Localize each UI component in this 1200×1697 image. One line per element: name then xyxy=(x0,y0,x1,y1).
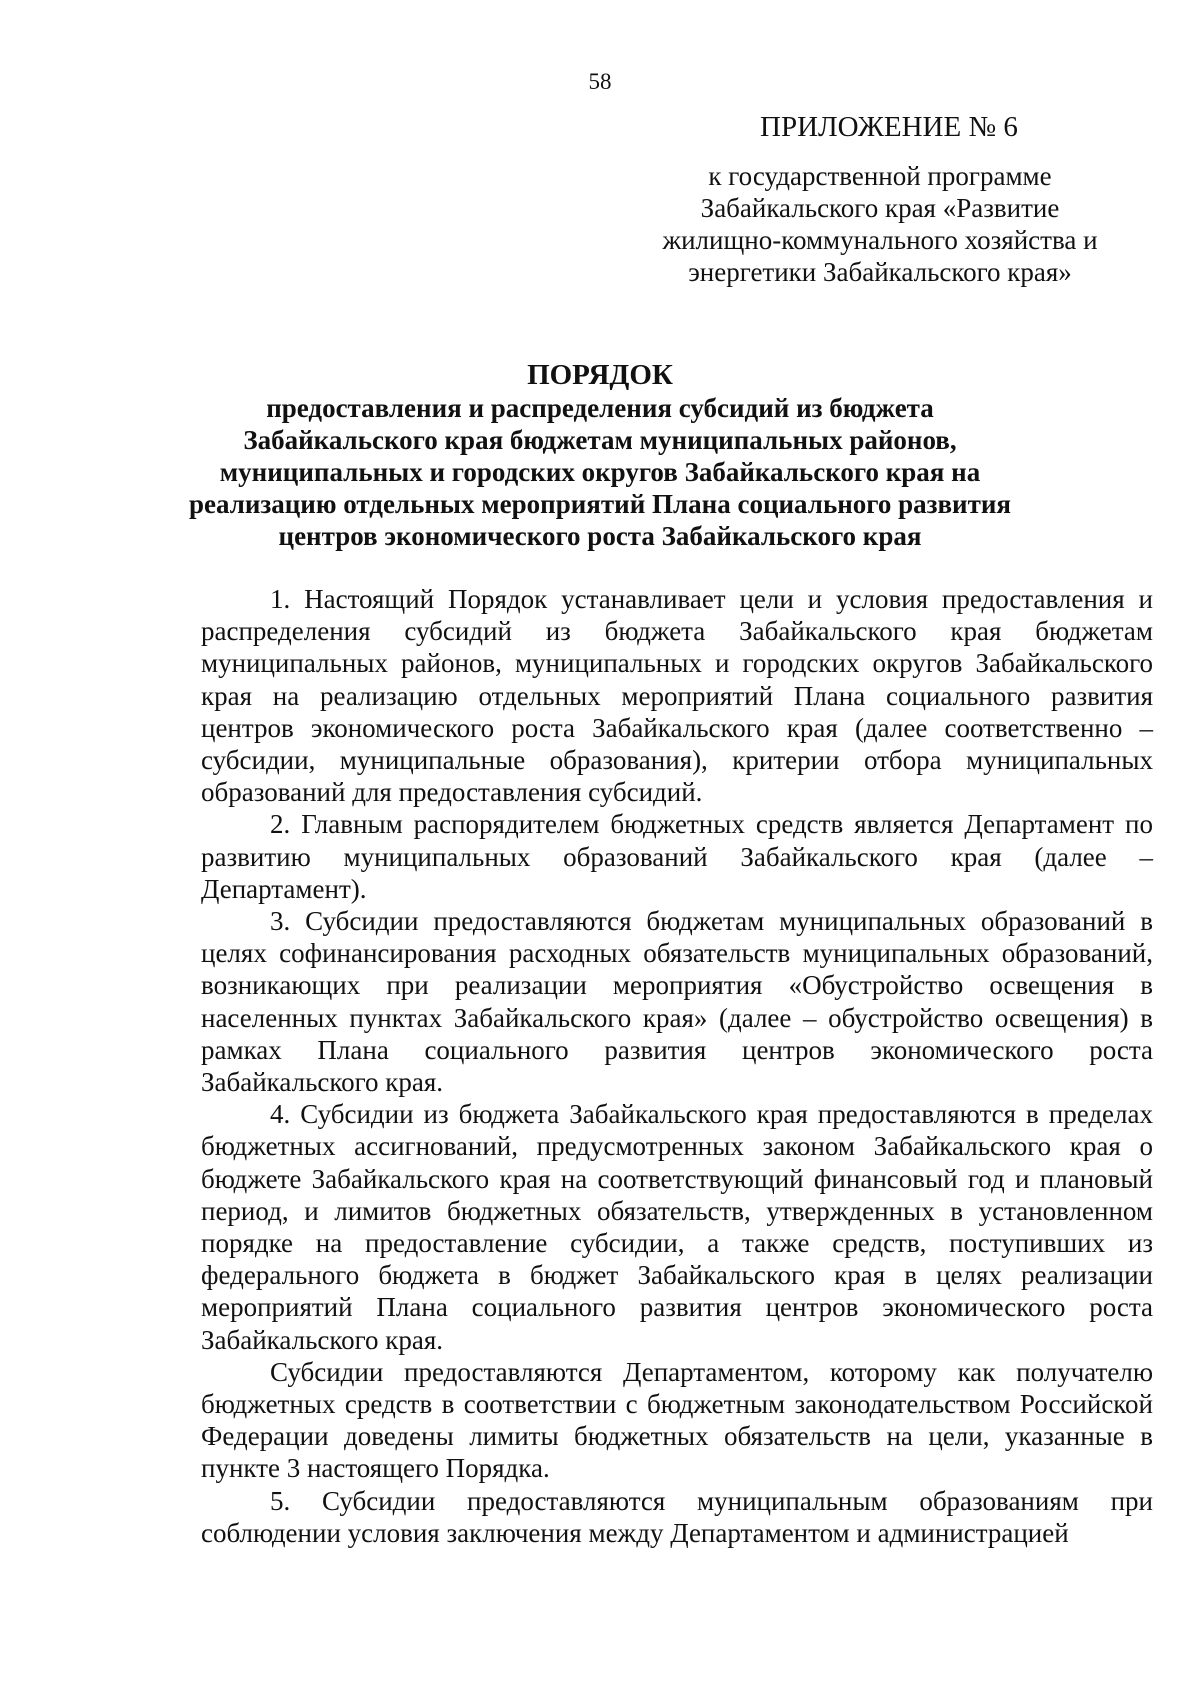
appendix-title: ПРИЛОЖЕНИЕ № 6 xyxy=(760,111,1018,143)
appendix-line: Забайкальского края «Развитие xyxy=(700,193,1060,223)
paragraph-5: 5. Субсидии предоставляются муниципальным образованиям при соблюдении условия заключения между Департаментом и администрацией xyxy=(201,1485,1153,1548)
document-subtitle xyxy=(0,392,1200,552)
subtitle-line: муниципальных и городских округов Забайкальского края на xyxy=(219,457,981,487)
page-number: 58 xyxy=(588,69,612,94)
paragraph-1: 1. Настоящий Порядок устанавливает цели и условия предоставления и распределения субсидий из бюджета Забайкальского края бюджетам муниципальных районов, муниципальных и городских округов Забайкальского края на реализацию отдельных мероприятий Плана социального развития центров экономического роста Забайкальского края (далее соответственно – субсидии, муниципальные образования), критерии отбора муниципальных образований для предоставления субсидий. xyxy=(201,584,1153,808)
subtitle-line: предоставления и распределения субсидий из бюджета xyxy=(266,393,934,423)
paragraph-4-continued: Субсидии предоставляются Департаментом, которому как получателю бюджетных средств в соответствии с бюджетным законодательством Российской Федерации доведены лимиты бюджетных обязательств на цели, указанные в пункте 3 настоящего Порядка. xyxy=(201,1356,1153,1484)
paragraph-4: 4. Субсидии из бюджета Забайкальского края предоставляются в пределах бюджетных ассигнований, предусмотренных законом Забайкальского края о бюджете Забайкальского края на соответствующий финансовый год и плановый период, и лимитов бюджетных обязательств, утвержденных в установленном порядке на предоставление субсидии, а также средств, поступивших из федерального бюджета в бюджет Забайкальского края в целях реализации мероприятий Плана социального развития центров экономического роста Забайкальского края. xyxy=(201,1099,1153,1355)
appendix-line: жилищно-коммунального хозяйства и xyxy=(662,225,1098,255)
document-title: ПОРЯДОК xyxy=(527,359,673,391)
paragraph-3: 3. Субсидии предоставляются бюджетам муниципальных образований в целях софинансирования расходных обязательств муниципальных образований, возникающих при реализации мероприятия «Обустройство освещения в населенных пунктах Забайкальского края» (далее – обустройство освещения) в рамках Плана социального развития центров экономического роста Забайкальского края. xyxy=(201,906,1153,1098)
document-body xyxy=(201,583,1153,1549)
subtitle-line: центров экономического роста Забайкальского края xyxy=(278,521,922,551)
appendix-line: к государственной программе xyxy=(708,161,1052,191)
subtitle-line: реализацию отдельных мероприятий Плана социального развития xyxy=(188,489,1012,519)
appendix-reference xyxy=(630,160,1130,288)
appendix-line: энергетики Забайкальского края» xyxy=(688,257,1072,287)
subtitle-line: Забайкальского края бюджетам муниципальных районов, xyxy=(243,425,957,455)
paragraph-2: 2. Главным распорядителем бюджетных средств является Департамент по развитию муниципальных образований Забайкальского края (далее – Департамент). xyxy=(201,809,1153,904)
